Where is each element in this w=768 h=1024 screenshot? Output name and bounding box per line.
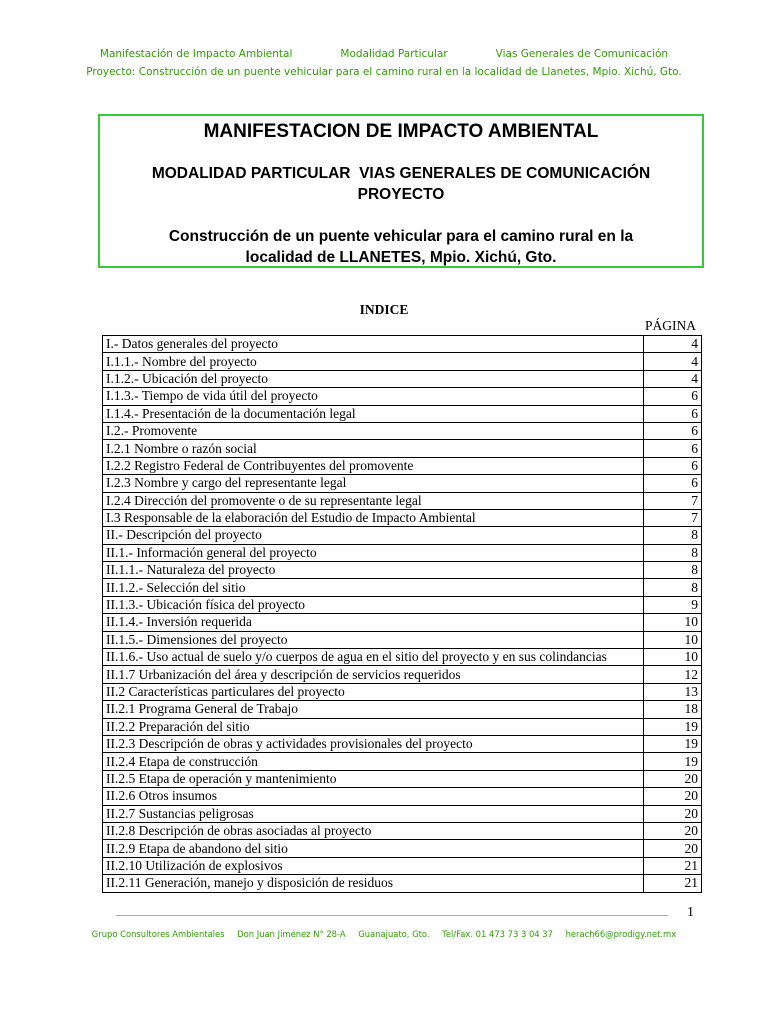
toc-entry-label: II.1.4.- Inversión requerida	[103, 614, 644, 631]
project-description	[100, 226, 702, 268]
footer-address: Don Juan Jiménez N° 28-A	[237, 929, 346, 939]
toc-entry-label: II.2.8 Descripción de obras asociadas al proyecto	[103, 822, 644, 839]
toc-row	[103, 475, 702, 492]
toc-entry-page: 8	[644, 544, 702, 561]
toc-entry-page: 9	[644, 596, 702, 613]
toc-entry-label: II.1.1.- Naturaleza del proyecto	[103, 562, 644, 579]
toc-entry-page: 8	[644, 579, 702, 596]
toc-entry-label: I.- Datos generales del proyecto	[103, 336, 644, 353]
toc-entry-page: 6	[644, 475, 702, 492]
toc-entry-label: I.2.3 Nombre y cargo del representante legal	[103, 475, 644, 492]
toc-row	[103, 735, 702, 752]
toc-row	[103, 405, 702, 422]
toc-entry-label: II.2.10 Utilización de explosivos	[103, 857, 644, 874]
toc-entry-label: II.1.2.- Selección del sitio	[103, 579, 644, 596]
toc-entry-page: 13	[644, 683, 702, 700]
toc-entry-label: II.1.5.- Dimensiones del proyecto	[103, 631, 644, 648]
toc-entry-label: II.2 Características particulares del proyecto	[103, 683, 644, 700]
toc-row	[103, 562, 702, 579]
toc-entry-page: 6	[644, 405, 702, 422]
footer-company: Grupo Consultores Ambientales	[91, 929, 225, 939]
toc-row	[103, 440, 702, 457]
toc-entry-label: II.2.5 Etapa de operación y mantenimiento	[103, 770, 644, 787]
toc-entry-page: 10	[644, 649, 702, 666]
toc-entry-page: 6	[644, 457, 702, 474]
toc-row	[103, 718, 702, 735]
toc-row	[103, 614, 702, 631]
toc-entry-label: II.2.1 Programa General de Trabajo	[103, 701, 644, 718]
toc-row	[103, 822, 702, 839]
toc-entry-page: 7	[644, 492, 702, 509]
toc-entry-page: 20	[644, 788, 702, 805]
toc-entry-label: II.2.9 Etapa de abandono del sitio	[103, 840, 644, 857]
toc-row	[103, 509, 702, 526]
index-title: INDICE	[359, 302, 409, 317]
toc-entry-label: II.1.3.- Ubicación física del proyecto	[103, 596, 644, 613]
toc-entry-page: 18	[644, 701, 702, 718]
toc-row	[103, 631, 702, 648]
header-modality: Modalidad Particular	[340, 48, 448, 60]
running-header-line-2: Proyecto: Construcción de un puente vehicular para el camino rural en la localidad de Llanetes, Mpio. Xichú, Gto.	[86, 66, 682, 78]
footer-city: Guanajuato, Gto.	[358, 929, 430, 939]
toc-entry-label: II.1.- Información general del proyecto	[103, 544, 644, 561]
footer-phone: Tel/Fax. 01 473 73 3 04 37	[442, 929, 553, 939]
running-header-line-1	[0, 47, 768, 61]
toc-entry-label: I.1.1.- Nombre del proyecto	[103, 353, 644, 370]
toc-entry-label: II.2.2 Preparación del sitio	[103, 718, 644, 735]
toc-entry-label: I.2.4 Dirección del promovente o de su representante legal	[103, 492, 644, 509]
toc-entry-page: 19	[644, 718, 702, 735]
toc-entry-label: II.2.11 Generación, manejo y disposición de residuos	[103, 875, 644, 892]
project-line-2: localidad de LLANETES, Mpio. Xichú, Gto.	[245, 249, 557, 266]
toc-row	[103, 457, 702, 474]
toc-row	[103, 422, 702, 439]
toc-row	[103, 649, 702, 666]
toc-entry-label: I.1.2.- Ubicación del proyecto	[103, 370, 644, 387]
toc-row	[103, 701, 702, 718]
toc-entry-page: 8	[644, 562, 702, 579]
toc-row	[103, 388, 702, 405]
toc-row	[103, 857, 702, 874]
toc-entry-page: 10	[644, 631, 702, 648]
subtitle-line-2: PROYECTO	[357, 186, 445, 203]
toc-entry-page: 12	[644, 666, 702, 683]
toc-entry-label: II.2.6 Otros insumos	[103, 788, 644, 805]
toc-entry-page: 4	[644, 353, 702, 370]
toc-row	[103, 805, 702, 822]
toc-row	[103, 492, 702, 509]
toc-row	[103, 370, 702, 387]
toc-entry-page: 6	[644, 422, 702, 439]
toc-entry-label: II.1.7 Urbanización del área y descripción de servicios requeridos	[103, 666, 644, 683]
toc-entry-page: 6	[644, 388, 702, 405]
toc-body	[103, 336, 702, 893]
toc-entry-page: 20	[644, 770, 702, 787]
toc-row	[103, 353, 702, 370]
toc-row	[103, 875, 702, 892]
document-subtitle	[100, 163, 702, 205]
document-title: MANIFESTACION DE IMPACTO AMBIENTAL	[203, 121, 599, 142]
toc-row	[103, 788, 702, 805]
toc-row	[103, 336, 702, 353]
page-column-label: PÁGINA	[644, 318, 696, 333]
toc-entry-page: 8	[644, 527, 702, 544]
toc-entry-label: I.3 Responsable de la elaboración del Estudio de Impacto Ambiental	[103, 509, 644, 526]
toc-row	[103, 753, 702, 770]
page-number: 1	[687, 905, 694, 920]
toc-entry-page: 10	[644, 614, 702, 631]
toc-entry-label: II.2.3 Descripción de obras y actividades provisionales del proyecto	[103, 735, 644, 752]
toc-row	[103, 544, 702, 561]
table-of-contents	[102, 335, 702, 893]
toc-entry-label: I.1.3.- Tiempo de vida útil del proyecto	[103, 388, 644, 405]
title-box	[98, 114, 704, 268]
toc-entry-page: 20	[644, 822, 702, 839]
toc-entry-label: I.1.4.- Presentación de la documentación legal	[103, 405, 644, 422]
toc-row	[103, 840, 702, 857]
toc-row	[103, 579, 702, 596]
toc-entry-page: 19	[644, 753, 702, 770]
toc-entry-page: 6	[644, 440, 702, 457]
toc-entry-page: 4	[644, 336, 702, 353]
header-category: Vias Generales de Comunicación	[495, 48, 669, 60]
toc-entry-label: II.2.7 Sustancias peligrosas	[103, 805, 644, 822]
toc-entry-page: 20	[644, 840, 702, 857]
toc-row	[103, 527, 702, 544]
toc-row	[103, 596, 702, 613]
toc-entry-label: I.2.1 Nombre o razón social	[103, 440, 644, 457]
footer-email: herach66@prodigy.net.mx	[565, 929, 677, 939]
toc-entry-page: 20	[644, 805, 702, 822]
toc-entry-page: 4	[644, 370, 702, 387]
footer	[0, 929, 768, 939]
toc-entry-label: II.2.4 Etapa de construcción	[103, 753, 644, 770]
toc-row	[103, 770, 702, 787]
toc-entry-label: I.2.2 Registro Federal de Contribuyentes del promovente	[103, 457, 644, 474]
toc-entry-label: II.- Descripción del proyecto	[103, 527, 644, 544]
toc-row	[103, 683, 702, 700]
header-document-type: Manifestación de Impacto Ambiental	[99, 48, 293, 60]
toc-entry-page: 21	[644, 875, 702, 892]
toc-entry-page: 19	[644, 735, 702, 752]
toc-entry-label: II.1.6.- Uso actual de suelo y/o cuerpos de agua en el sitio del proyecto y en sus colindancias	[103, 649, 644, 666]
project-line-1: Construcción de un puente vehicular para el camino rural en la	[168, 228, 634, 245]
toc-entry-page: 7	[644, 509, 702, 526]
toc-row	[103, 666, 702, 683]
subtitle-line-1: MODALIDAD PARTICULAR VIAS GENERALES DE COMUNICACIÓN	[151, 165, 651, 182]
footer-divider	[116, 915, 668, 916]
toc-entry-label: I.2.- Promovente	[103, 422, 644, 439]
toc-entry-page: 21	[644, 857, 702, 874]
